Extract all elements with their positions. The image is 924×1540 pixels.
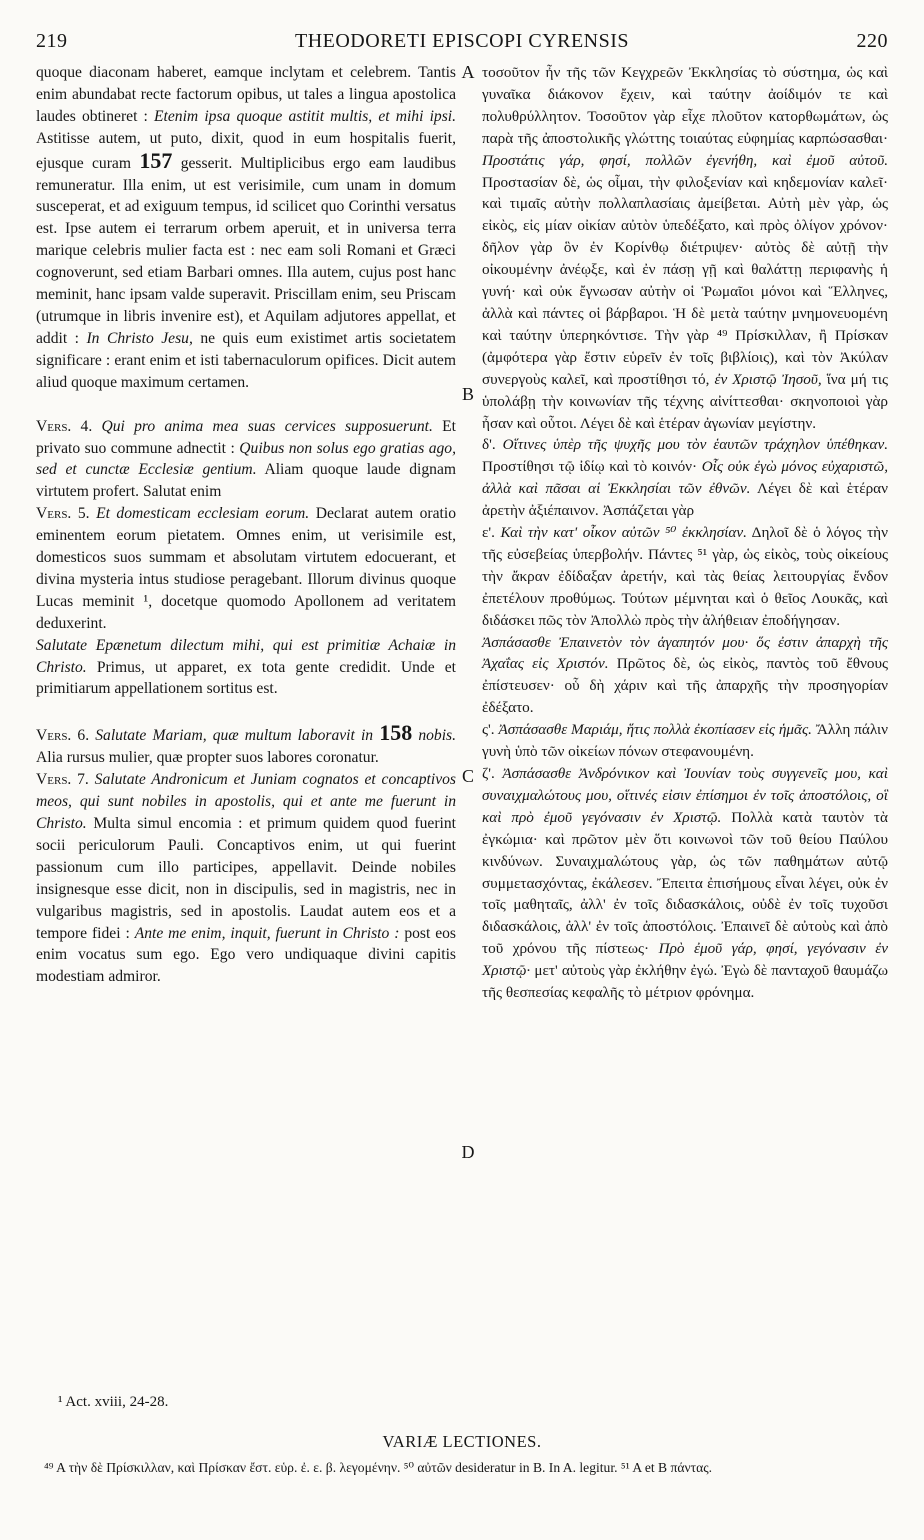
page-number-right: 220 [856,30,888,52]
margin-letter-a: A [461,62,475,82]
greek-verse-6: ς'. Ἀσπάσασθε Μαριάμ, ἥτις πολλὰ ἐκοπίασεν εἰς ἡμᾶς. Ἄλλη πάλιν γυνὴ ὑπὸ τῶν οἰκείων πόνων στεφανουμένη. [482,721,889,761]
column-number: 157 [139,147,173,173]
running-title: THEODORETI EPISCOPI CYRENSIS [294,30,630,52]
greek-verse-5b: Ἀσπάσασθε Ἐπαινετὸν τὸν ἀγαπητόν μου· ὅς ἐστιν ἀπαρχὴ τῆς Ἀχαΐας εἰς Χριστόν. Πρῶτος δὲ, ὡς εἰκὸς, παντὸς τοῦ ἔθνους ἐπίστευσεν· οὗ δὴ χάριν καὶ τῆς ἀπαρχῆς τὴν προσηγορίαν ἐδέξατο. [482,633,889,717]
greek-column [482,62,888,1004]
variae-lectiones-text: ⁴⁹ A τὴν δὲ Πρίσκιλλαν, καὶ Πρίσκαν ἔστ. εὑρ. ἐ. ε. β. λεγομένην. ⁵⁰ αὐτῶν desideratur in B. In A. legitur. ⁵¹ A et B πάντας. [44,1460,713,1475]
margin-letter-c: C [461,766,474,786]
latin-verse-4: Vers. 4. Qui pro anima mea suas cervices supposuerunt. Et privato suo commune adnectit : Quibus non solus ego gratias ago, sed et cunctæ Ecclesiæ gentium. Aliam quoque laude dignam virtutem profert. Salutat enim [36,417,457,501]
greek-verse-4: δ'. Οἵτινες ὑπὲρ τῆς ψυχῆς μου τὸν ἑαυτῶν τράχηλον ὑπέθηκαν. Προστίθησι τῷ ἰδίῳ καὶ τὸ κοινόν· Οἷς οὐκ ἐγὼ μόνος εὐχαριστῶ, ἀλλὰ καὶ πᾶσαι αἱ Ἐκκλησίαι τῶν ἐθνῶν. Λέγει δὲ καὶ ἑτέραν ἀρετὴν ἀξιέπαινον. Ἀσπάζεται γὰρ [482,436,888,520]
greek-verse-5: ε'. Καὶ τὴν κατ' οἶκον αὐτῶν ⁵⁰ ἐκκλησίαν. Δηλοῖ δὲ ὁ λόγος τὴν τῆς εὐσεβείας ὑπερβολήν. Πάντες ⁵¹ γὰρ, ὡς εἰκὸς, τοὺς οἰκείους τὴν ἄκραν ἐδίδαξαν ἀρετήν, καὶ τὰς θείας λειτουργίας ἔνδον ἐπετέλουν προθύμως. Τούτων μέμνηται καὶ ὁ θεῖος Λουκᾶς, καὶ διδάσκει πῶς τὸν Ἀπολλὼ πρὸς τὴν ἀλήθειαν ἐποδήγησαν. [482,524,888,629]
greek-verse-7: ζ'. Ἀσπάσασθε Ἀνδρόνικον καὶ Ἰουνίαν τοὺς συγγενεῖς μου, καὶ συναιχμαλώτους μου, οἵτινές εἰσιν ἐπίσημοι ἐν τοῖς ἀποστόλοις, οἳ καὶ πρὸ ἐμοῦ γεγόνασιν ἐν Χριστῷ. Πολλὰ κατὰ ταυτὸν τὰ ἐγκώμια· καὶ πρῶτον μὲν ὅτι κοινωνοὶ τῶν τοῦ θείου Παύλου κινδύνων. Συναιχμαλώτους γὰρ, ὡς τῶν παθημάτων αὐτῷ συμμετασχόντας, ἐκάλεσεν. Ἔπειτα ἐπισήμους εἶναι λέγει, οὐκ ἐν τοῖς μαθηταῖς, ἀλλ' ἐν τοῖς διδασκάλοις, οὐδὲ ἐν τοῖς τυχοῦσι διδασκάλοις, ἀλλ' ἐν τοῖς ἀποστόλοις. Ἐπαινεῖ δὲ αὐτοὺς καὶ ἀπὸ τοῦ χρόνου τῆς πίστεως· Πρὸ ἐμοῦ γάρ, φησί, γεγόνασιν ἐν Χριστῷ· μετ' αὐτοὺς γὰρ ἐκλήθην ἐγώ. Ἐγὼ δὲ πανταχοῦ θαυμάζω τῆς θεσπεσίας κεφαλῆς τὸ μέτριον φρόνημα. [482,765,889,1002]
greek-paragraph-1: τοσοῦτον ἦν τῆς τῶν Κεγχρεῶν Ἐκκλησίας τὸ σύστημα, ὡς καὶ γυναῖκα διάκονον ἔχειν, καὶ ταύτην ἀοίδιμόν τε καὶ πολυθρύλλητον. Τοσοῦτον γὰρ εἶχε πλοῦτον κατορθωμάτων, ὡς παρὰ τῆς ἀποστολικῆς γλώττης τοιαύτας εὐφημίας καρπώσασθαι· Προστάτις γάρ, φησί, πολλῶν ἐγενήθη, καὶ ἐμοῦ αὐτοῦ. Προστασίαν δὲ, ὡς οἶμαι, τὴν φιλοξενίαν καὶ κηδεμονίαν καλεῖ· καὶ τιμαῖς αὐτὴν πολλαπλασίαις ἀμείβεται. Αὐτὴ μὲν γὰρ, ὡς εἰκὸς, εἰς μίαν οἰκίαν αὐτὸν ὑπεδέξατο, καὶ πρὸς ὀλίγον χρόνον· δῆλον γὰρ ὃν ἐν Κορίνθῳ διέτριψεν· αὐτὸς δὲ αὐτῇ τὴν οἰκουμένην ἀνέῳξε, καὶ ἐν πάσῃ γῇ καὶ θαλάττῃ περιφανὴς ἡ γυνή· καὶ οὐκ ἔγνωσαν αὐτὴν οἱ Ῥωμαῖοι μόνοι καὶ Ἕλληνες, ἀλλὰ καὶ πάντες οἱ βάρβαροι. Ἡ δὲ μετὰ ταύτην μνημονευομένη καὶ ταύτην ὑπερηκόντισε. Τὴν γὰρ ⁴⁹ Πρίσκιλλαν, ἢ Πρίσκαν (ἀμφότερα γὰρ ἔστιν εὑρεῖν ἐν τοῖς βιβλίοις), καὶ τὸν Ἀκύλαν συνεργοὺς καλεῖ, καὶ προστίθησι τό, ἐν Χριστῷ Ἰησοῦ, ἵνα μή τις ὑπολάβῃ τὴν κοινωνίαν τῆς τέχνης αἰνίττεσθαι· σκηνοποιοὶ γὰρ ἦσαν καὶ οὗτοι. Λέγει δὲ καὶ ἑτέραν ἀγωνίαν μεγίστην. [482,64,888,432]
latin-verse-5: Vers. 5. Et domesticam ecclesiam eorum. Declarat autem oratio eminentem eorum pietatem. Omnes enim, ut verisimile est, domesticos suos summam et absolutam virtutem edocuerant, et divina mysteria intus studiose peragebant. Illorum divinus quoque Lucas meminit ¹, docetque quomodo Apollonem ad veritatem deduxerint. [36,505,456,632]
latin-verse-5b: Salutate Epænetum dilectum mihi, qui est primitiæ Achaiæ in Christo. Primus, ut apparet, ex tota gente credidit. Unde et primitiarum appellationem sortitus est. [36,636,456,698]
column-number: 158 [379,720,413,746]
latin-verse-7: Vers. 7. Salutate Andronicum et Juniam cognatos et concaptivos meos, qui sunt nobiles in apostolis, qui et ante me fuerunt in Christo. Multa simul encomia : et primum quidem quod fuerint socii periculorum Pauli. Concaptivos enim, ut qui fuerint passionum cum illo participes, appellavit. Deinde nobiles insignesque esse dicit, non in discipulis, sed in magistris, nec in vulgaribus magistris, sed in apostolis. Laudat autem eos et a tempore fidei : Ante me enim, inquit, fuerunt in Christo : post eos enim vocatus sum ego. Ego vero undiquaque divini capitis modestiam admiror. [36,771,457,986]
latin-column [36,62,456,988]
page-number-left: 219 [36,30,68,52]
margin-letter-b: B [461,384,474,404]
page-header [36,30,888,60]
margin-letter-d: D [461,1142,475,1162]
variae-lectiones-title: VARIÆ LECTIONES. [382,1432,542,1451]
footnote: ¹ Act. xviii, 24-28. [58,1394,169,1410]
latin-verse-6: Vers. 6. Salutate Mariam, quæ multum laboravit in 158 nobis. Alia rursus mulier, quæ propter suos labores coronatur. [36,720,457,767]
latin-paragraph-1: quoque diaconam haberet, eamque inclytam et celebrem. Tantis enim abundabat recte factorum opibus, ut tales a lingua apostolica laudes obtineret : Etenim ipsa quoque astitit multis, et mihi ipsi. Astitisse autem, ut puto, dixit, quod in eum hospitalis fuerit, ejusque curam 157 gesserit. Multiplicibus ergo eam laudibus remuneratur. Illa enim, ut est verisimile, cum unam in domum susceperat, et ad exiguum tempus, id scilicet quo Corinthi versatus est. Ipse autem ei terrarum orbem aperuit, et in universa terra marique celebris mulier facta est : nec eam soli Romani et Græci cognoverunt, sed etiam Barbari omnes. Illa autem, cujus post hanc meminit, hanc ipsam valde superavit. Priscillam enim, seu Priscam (utrumque in libris invenire est), et Aquilam adjutores appellat, et addit : In Christo Jesu, ne quis eum existimet artis societatem significare : erant enim et isti tabernaculorum opifices. Dicit autem aliud quoque maximum certamen. [36,64,456,391]
